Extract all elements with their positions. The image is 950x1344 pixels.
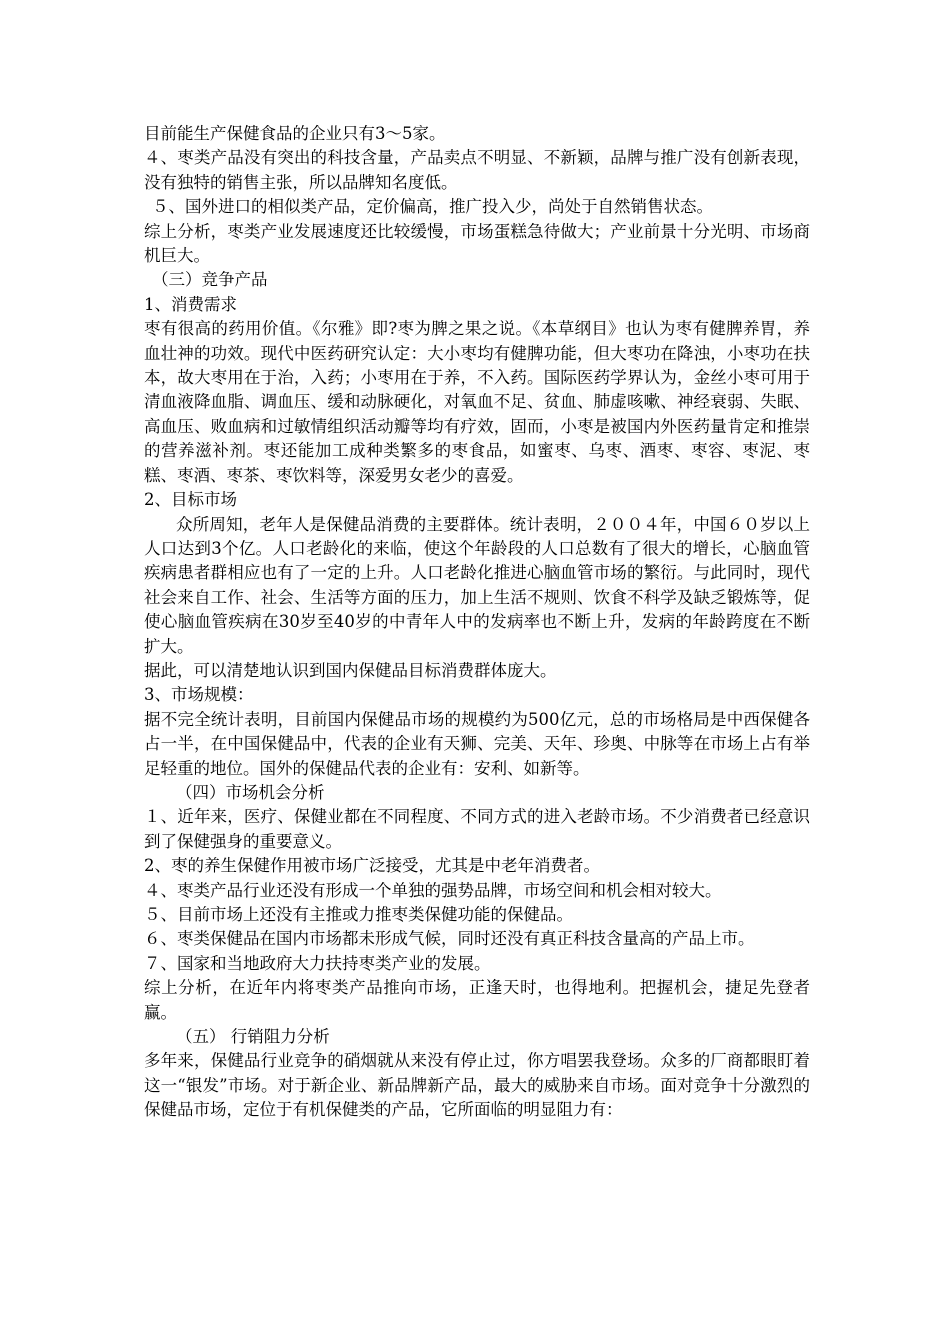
paragraph-production-enterprises: 目前能生产保健食品的企业只有3～5家。 — [144, 124, 446, 143]
paragraph-point-5-imports: ５、国外进口的相似类产品，定价偏高，推广投入少，尚处于自然销售状态。 — [152, 197, 713, 217]
paragraph-opportunity-7: ７、国家和当地政府大力扶持枣类产业的发展。 — [144, 953, 491, 973]
paragraph-target-market: 众所周知，老年人是保健品消费的主要群体。统计表明，２００４年，中国６０岁以上人口达到3个亿。人口老龄化的来临，使这个年龄段的人口总数有了很大的增长，心脑血管疾病患者群相应也有了一定的上升。人口老龄化推进心脑血管市场的繁衍。与此同时，现代社会来自工作、社会、生活等方面的压力，加上生活不规则、饮食不科学及缺乏锻炼等，促使心脑血管疾病在30岁至40岁的中青年人中的发病率也不断上升，发病的年龄跨度在不断扩大。 — [144, 514, 810, 656]
paragraph-summary-1: 综上分析，枣类产业发展速度还比较缓慢，市场蛋糕急待做大；产业前景十分光明、市场商机巨大。 — [144, 221, 810, 266]
paragraph-target-conclusion: 据此，可以清楚地认识到国内保健品目标消费群体庞大。 — [144, 660, 557, 680]
section-heading-market-opportunity: （四）市场机会分析 — [176, 782, 325, 802]
paragraph-opportunity-5: ５、目前市场上还没有主推或力推枣类保健功能的保健品。 — [144, 905, 573, 924]
paragraph-summary-2: 综上分析，在近年内将枣类产品推向市场，正逢天时，也得地利。把握机会，捷足先登者赢。 — [144, 978, 810, 1022]
subheading-consumer-demand: 1、消费需求 — [144, 294, 237, 314]
subheading-target-market: 2、目标市场 — [144, 490, 237, 510]
paragraph-opportunity-4: ４、枣类产品行业还没有形成一个单独的强势品牌，市场空间和机会相对较大。 — [144, 880, 722, 900]
paragraph-point-4-tech-content: ４、枣类产品没有突出的科技含量，产品卖点不明显、不新颖，品牌与推广没有创新表现，没有独特的销售主张，所以品牌知名度低。 — [144, 148, 810, 192]
section-heading-competing-products: （三）竞争产品 — [152, 270, 268, 290]
paragraph-marketing-resistance: 多年来，保健品行业竞争的硝烟就从来没有停止过，你方唱罢我登场。众多的厂商都眼盯着这一“银发”市场。对于新企业、新品牌新产品，最大的威胁来自市场。面对竞争十分激烈的保健品市场，定位于有机保健类的产品，它所面临的明显阻力有： — [144, 1051, 810, 1120]
paragraph-opportunity-6: ６、枣类保健品在国内市场都未形成气候，同时还没有真正科技含量高的产品上市。 — [144, 929, 755, 949]
paragraph-opportunity-1: １、近年来，医疗、保健业都在不同程度、不同方式的进入老龄市场。不少消费者已经意识到了保健强身的重要意义。 — [144, 807, 810, 851]
paragraph-medicinal-value: 枣有很高的药用价值。《尔雅》即?枣为脾之果之说。《本草纲目》也认为枣有健脾养胃，养血壮神的功效。现代中医药研究认定：大小枣均有健脾功能，但大枣功在降浊，小枣功在扶本，故大枣用在于治，入药；小枣用在于养，不入药。国际医药学界认为，金丝小枣可用于清血液降血脂、调血压、缓和动脉硬化，对氧血不足、贫血、肺虚咳嗽、神经衰弱、失眠、高血压、败血病和过敏情组织活动瓣等均有疗效，固而，小枣是被国内外医药量肯定和推崇的营养滋补剂。枣还能加工成种类繁多的枣食品，如蜜枣、乌枣、酒枣、枣容、枣泥、枣糕、枣酒、枣茶、枣饮料等，深爱男女老少的喜爱。 — [144, 319, 810, 485]
paragraph-market-scale: 据不完全统计表明，目前国内保健品市场的规模约为500亿元，总的市场格局是中西保健各占一半，在中国保健品中，代表的企业有天狮、完美、天年、珍奥、中脉等在市场上占有举足轻重的地位。国外的保健品代表的企业有：安利、如新等。 — [144, 709, 810, 778]
document-body — [144, 122, 810, 1123]
subheading-market-scale: 3、市场规模： — [144, 685, 254, 705]
section-heading-marketing-resistance: （五） 行销阻力分析 — [176, 1027, 330, 1047]
paragraph-opportunity-2: 2、枣的养生保健作用被市场广泛接受，尤其是中老年消费者。 — [144, 856, 600, 876]
